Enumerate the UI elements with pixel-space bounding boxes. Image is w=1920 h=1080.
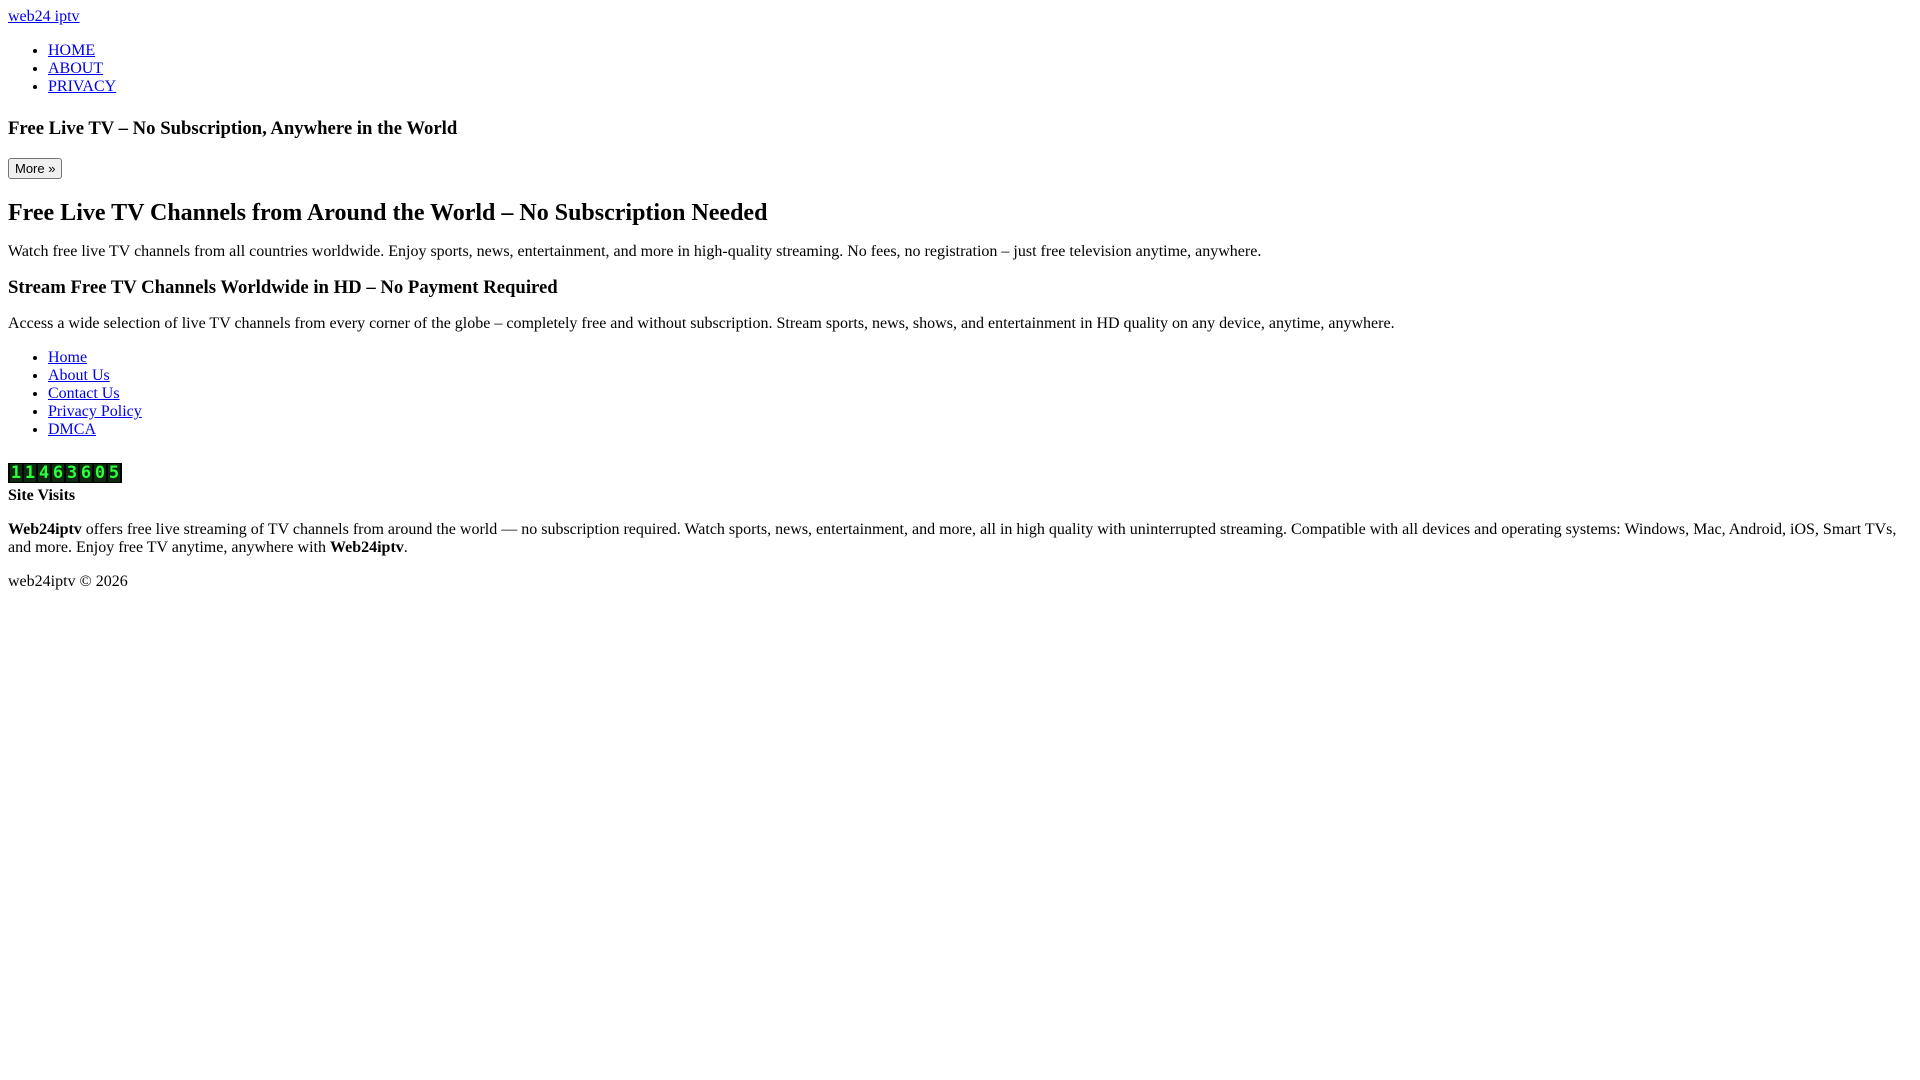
brand-name-end: Web24iptv bbox=[329, 539, 404, 556]
footer-link-contact-us[interactable]: Contact Us bbox=[48, 385, 120, 402]
counter-digit: 3 bbox=[66, 463, 78, 483]
footer-nav-item-contact-us bbox=[48, 385, 1912, 403]
more-button[interactable]: More » bbox=[8, 158, 62, 179]
counter-digit: 6 bbox=[80, 463, 92, 483]
top-nav-item-home bbox=[48, 42, 1912, 60]
footer-link-about-us[interactable]: About Us bbox=[48, 367, 110, 384]
top-nav-item-privacy bbox=[48, 78, 1912, 96]
nav-link-about[interactable]: ABOUT bbox=[48, 60, 104, 77]
site-logo-link[interactable]: web24 iptv bbox=[8, 8, 80, 25]
nav-link-home[interactable]: HOME bbox=[48, 42, 96, 59]
top-nav bbox=[8, 42, 1912, 96]
hero-title: Free Live TV – No Subscription, Anywhere in the World bbox=[8, 118, 458, 139]
description-paragraph: Access a wide selection of live TV channels from every corner of the globe – completely free and without subscription. Stream sports, news, shows, and entertainment in HD quality on any device, anytime, anywhere. bbox=[8, 315, 1395, 332]
sub-heading: Stream Free TV Channels Worldwide in HD – No Payment Required bbox=[8, 277, 558, 298]
about-end: . bbox=[403, 539, 408, 556]
footer-link-dmca[interactable]: DMCA bbox=[48, 421, 97, 438]
counter-digit: 1 bbox=[24, 463, 36, 483]
intro-paragraph: Watch free live TV channels from all countries worldwide. Enjoy sports, news, entertainment, and more in high-quality streaming. No fees, no registration – just free television anytime, anywhere. bbox=[8, 243, 1262, 260]
counter-digit: 0 bbox=[94, 463, 106, 483]
brand-name: Web24iptv bbox=[8, 521, 82, 538]
counter-digit: 4 bbox=[38, 463, 50, 483]
site-visits-label: Site Visits bbox=[8, 487, 76, 504]
about-paragraph bbox=[8, 521, 1912, 557]
nav-link-privacy[interactable]: PRIVACY bbox=[48, 78, 117, 95]
visit-counter bbox=[8, 463, 122, 483]
counter-digit: 6 bbox=[52, 463, 64, 483]
footer-nav-item-privacy-policy bbox=[48, 403, 1912, 421]
footer-link-home[interactable]: Home bbox=[48, 349, 88, 366]
counter-digit: 1 bbox=[10, 463, 22, 483]
footer-nav-item-dmca bbox=[48, 421, 1912, 439]
footer-nav-item-home bbox=[48, 349, 1912, 367]
main-heading: Free Live TV Channels from Around the World – No Subscription Needed bbox=[8, 200, 768, 226]
top-nav-item-about bbox=[48, 60, 1912, 78]
footer-nav bbox=[8, 349, 1912, 439]
about-text: offers free live streaming of TV channels from around the world — no subscription required. Watch sports, news, entertainment, and more, all in high quality with uninterrupted streaming. Compatible with all devices and operating systems: Windows, Mac, Android, iOS, Smart TVs, and more. Enjoy free TV anytime, anywhere with bbox=[8, 521, 1897, 556]
counter-digit: 5 bbox=[108, 463, 120, 483]
copyright: web24iptv © 2026 bbox=[8, 573, 128, 590]
footer-link-privacy-policy[interactable]: Privacy Policy bbox=[48, 403, 142, 420]
footer-nav-item-about-us bbox=[48, 367, 1912, 385]
